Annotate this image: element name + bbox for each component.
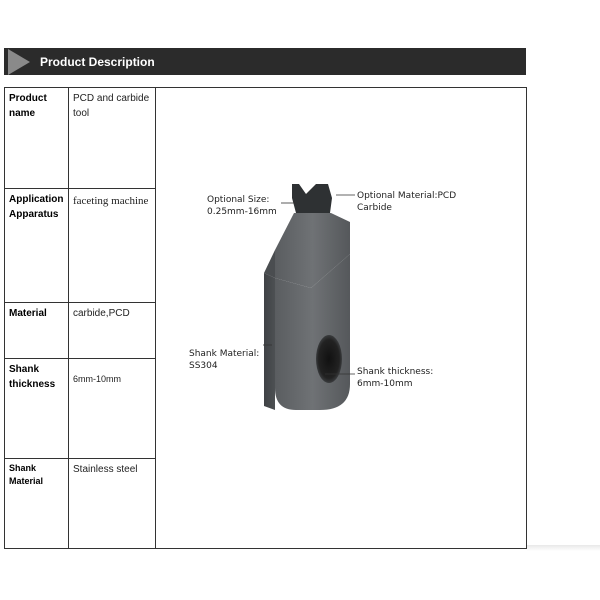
header-arrow-icon	[8, 49, 30, 75]
table-row	[5, 88, 527, 189]
page-edge-shadow	[527, 545, 600, 551]
row-label-cell	[5, 88, 69, 189]
row-label-cell	[5, 459, 69, 549]
row-label: Application Apparatus	[9, 194, 64, 220]
row-value-cell	[69, 189, 156, 303]
tool-side-face	[264, 273, 275, 410]
product-description-header	[4, 48, 526, 75]
shank-hole	[316, 335, 342, 383]
row-value: faceting machine	[73, 195, 149, 207]
callout-optional-material: Optional Material:PCD	[357, 191, 457, 201]
row-label: Material	[9, 308, 47, 319]
row-value-cell	[69, 88, 156, 189]
callout-shank-material-value: SS304	[189, 361, 218, 371]
product-image	[156, 88, 526, 549]
row-value: carbide,PCD	[73, 308, 130, 319]
row-value-cell	[69, 303, 156, 359]
product-image-cell	[156, 88, 527, 549]
row-label-cell	[5, 359, 69, 459]
row-value-cell	[69, 459, 156, 549]
pcd-tip	[292, 184, 332, 213]
row-label-cell	[5, 303, 69, 359]
callout-optional-size-value: 0.25mm-16mm	[207, 207, 277, 217]
callout-shank-material: Shank Material:	[189, 349, 260, 359]
header-title: Product Description	[40, 54, 155, 69]
row-label-cell	[5, 189, 69, 303]
row-label: Product name	[9, 93, 47, 119]
callout-shank-thickness: Shank thickness:	[357, 367, 434, 377]
callout-optional-size: Optional Size:	[207, 195, 270, 205]
row-label: Shank thickness	[9, 364, 56, 390]
row-value: 6mm-10mm	[73, 374, 122, 384]
row-value-cell	[69, 359, 156, 459]
row-value: PCD and carbide tool	[73, 93, 150, 119]
callout-shank-thickness-value: 6mm-10mm	[357, 379, 413, 389]
product-spec-table	[4, 87, 527, 549]
row-label: Shank Material	[9, 463, 44, 486]
row-value: Stainless steel	[73, 464, 138, 475]
callout-optional-material-value: Carbide	[357, 203, 392, 213]
